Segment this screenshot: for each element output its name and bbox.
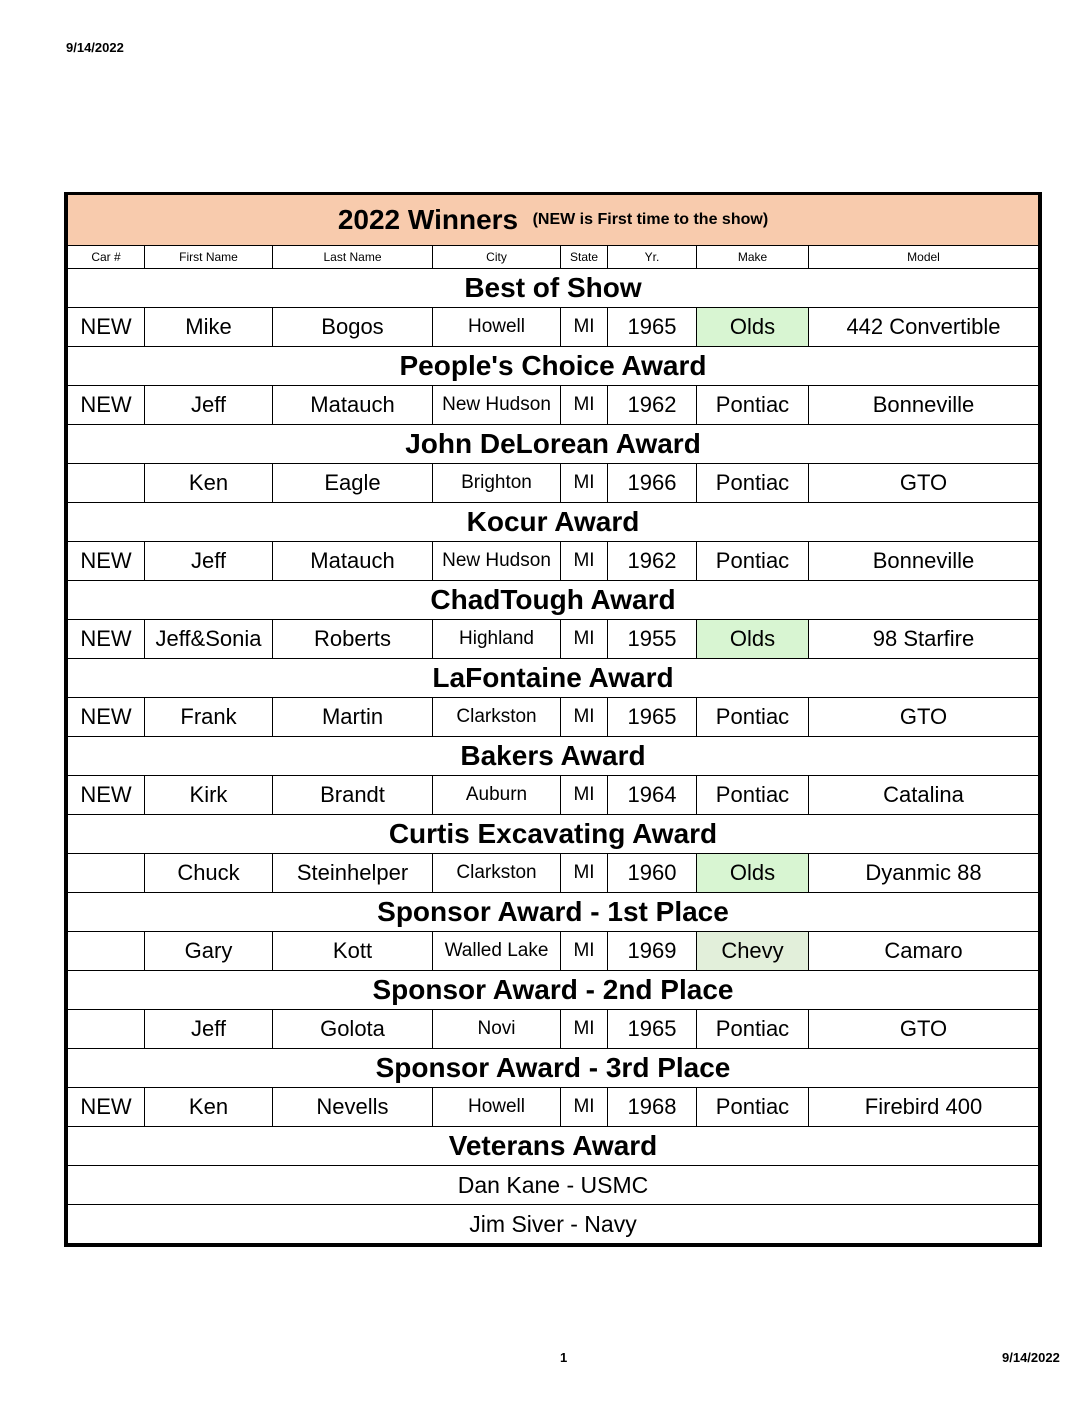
first-name-cell: Ken [145,1088,273,1127]
first-name-cell: Ken [145,464,273,503]
make-cell: Pontiac [697,1010,809,1049]
make-cell: Pontiac [697,776,809,815]
car-number-cell: NEW [68,620,145,659]
col-year: Yr. [608,246,697,269]
year-cell: 1968 [608,1088,697,1127]
make-cell: Chevy [697,932,809,971]
state-cell: MI [561,620,608,659]
title-row [68,195,1039,246]
first-name-cell: Mike [145,308,273,347]
model-cell: GTO [809,698,1039,737]
city-cell: Clarkston [433,698,561,737]
city-cell: Howell [433,308,561,347]
award-heading-row [68,893,1039,932]
column-header-row [68,246,1039,269]
winner-row [68,542,1039,581]
award-heading: Kocur Award [68,503,1039,542]
make-cell: Pontiac [697,386,809,425]
year-cell: 1969 [608,932,697,971]
veterans-body [68,1127,1039,1244]
model-cell: Bonneville [809,386,1039,425]
make-cell: Pontiac [697,1088,809,1127]
last-name-cell: Roberts [273,620,433,659]
award-heading-row [68,659,1039,698]
veteran-recipient: Jim Siver - Navy [68,1205,1039,1244]
award-heading: Bakers Award [68,737,1039,776]
award-heading: Veterans Award [68,1127,1039,1166]
award-heading-row [68,503,1039,542]
first-name-cell: Gary [145,932,273,971]
last-name-cell: Matauch [273,386,433,425]
award-heading-row [68,269,1039,308]
col-model: Model [809,246,1039,269]
year-cell: 1965 [608,308,697,347]
car-number-cell: NEW [68,776,145,815]
last-name-cell: Steinhelper [273,854,433,893]
state-cell: MI [561,698,608,737]
award-heading: Sponsor Award - 3rd Place [68,1049,1039,1088]
award-heading: Curtis Excavating Award [68,815,1039,854]
make-cell: Olds [697,308,809,347]
make-cell: Pontiac [697,542,809,581]
winner-row [68,776,1039,815]
make-cell: Olds [697,620,809,659]
model-cell: Firebird 400 [809,1088,1039,1127]
winners-sheet [64,192,1042,1247]
car-number-cell [68,1010,145,1049]
state-cell: MI [561,308,608,347]
year-cell: 1965 [608,698,697,737]
first-name-cell: Frank [145,698,273,737]
award-body [68,269,1039,1127]
veteran-recipient: Dan Kane - USMC [68,1166,1039,1205]
first-name-cell: Jeff [145,542,273,581]
award-heading-row [68,737,1039,776]
award-heading-row [68,1127,1039,1166]
award-heading: LaFontaine Award [68,659,1039,698]
winner-row [68,932,1039,971]
model-cell: Dyanmic 88 [809,854,1039,893]
col-car-number: Car # [68,246,145,269]
col-last-name: Last Name [273,246,433,269]
award-heading: People's Choice Award [68,347,1039,386]
last-name-cell: Brandt [273,776,433,815]
state-cell: MI [561,542,608,581]
last-name-cell: Eagle [273,464,433,503]
award-heading-row [68,1049,1039,1088]
last-name-cell: Martin [273,698,433,737]
col-make: Make [697,246,809,269]
award-heading: ChadTough Award [68,581,1039,620]
car-number-cell: NEW [68,308,145,347]
last-name-cell: Nevells [273,1088,433,1127]
first-name-cell: Jeff [145,1010,273,1049]
car-number-cell [68,932,145,971]
winner-row [68,854,1039,893]
state-cell: MI [561,932,608,971]
first-name-cell: Chuck [145,854,273,893]
winner-row [68,386,1039,425]
col-first-name: First Name [145,246,273,269]
award-heading-row [68,425,1039,464]
model-cell: Camaro [809,932,1039,971]
state-cell: MI [561,776,608,815]
winners-table [67,195,1039,1244]
year-cell: 1965 [608,1010,697,1049]
car-number-cell [68,854,145,893]
make-cell: Pontiac [697,464,809,503]
winner-row [68,1088,1039,1127]
veteran-row [68,1205,1039,1244]
award-heading-row [68,815,1039,854]
state-cell: MI [561,1088,608,1127]
award-heading: Best of Show [68,269,1039,308]
award-heading-row [68,971,1039,1010]
car-number-cell: NEW [68,698,145,737]
model-cell: 442 Convertible [809,308,1039,347]
model-cell: GTO [809,1010,1039,1049]
award-heading: Sponsor Award - 2nd Place [68,971,1039,1010]
first-name-cell: Jeff [145,386,273,425]
state-cell: MI [561,854,608,893]
model-cell: 98 Starfire [809,620,1039,659]
award-heading: Sponsor Award - 1st Place [68,893,1039,932]
city-cell: Novi [433,1010,561,1049]
first-name-cell: Kirk [145,776,273,815]
car-number-cell [68,464,145,503]
winner-row [68,1010,1039,1049]
award-heading: John DeLorean Award [68,425,1039,464]
header-date: 9/14/2022 [66,40,124,55]
last-name-cell: Matauch [273,542,433,581]
winner-row [68,308,1039,347]
city-cell: New Hudson [433,386,561,425]
city-cell: Auburn [433,776,561,815]
make-cell: Pontiac [697,698,809,737]
veteran-row [68,1166,1039,1205]
col-city: City [433,246,561,269]
title-cell [68,195,1039,246]
last-name-cell: Kott [273,932,433,971]
year-cell: 1962 [608,542,697,581]
winner-row [68,698,1039,737]
state-cell: MI [561,1010,608,1049]
model-cell: Catalina [809,776,1039,815]
year-cell: 1962 [608,386,697,425]
footer-date: 9/14/2022 [1002,1350,1060,1365]
city-cell: Brighton [433,464,561,503]
winner-row [68,620,1039,659]
model-cell: Bonneville [809,542,1039,581]
car-number-cell: NEW [68,386,145,425]
first-name-cell: Jeff&Sonia [145,620,273,659]
city-cell: Clarkston [433,854,561,893]
car-number-cell: NEW [68,1088,145,1127]
year-cell: 1964 [608,776,697,815]
state-cell: MI [561,386,608,425]
year-cell: 1966 [608,464,697,503]
make-cell: Olds [697,854,809,893]
last-name-cell: Bogos [273,308,433,347]
year-cell: 1955 [608,620,697,659]
city-cell: Highland [433,620,561,659]
year-cell: 1960 [608,854,697,893]
col-state: State [561,246,608,269]
footer-page-number: 1 [560,1350,568,1365]
state-cell: MI [561,464,608,503]
city-cell: Howell [433,1088,561,1127]
car-number-cell: NEW [68,542,145,581]
page-title: 2022 Winners [337,204,519,235]
award-heading-row [68,347,1039,386]
city-cell: Walled Lake [433,932,561,971]
award-heading-row [68,581,1039,620]
winner-row [68,464,1039,503]
last-name-cell: Golota [273,1010,433,1049]
city-cell: New Hudson [433,542,561,581]
model-cell: GTO [809,464,1039,503]
title-note: (NEW is First time to the show) [532,211,769,228]
